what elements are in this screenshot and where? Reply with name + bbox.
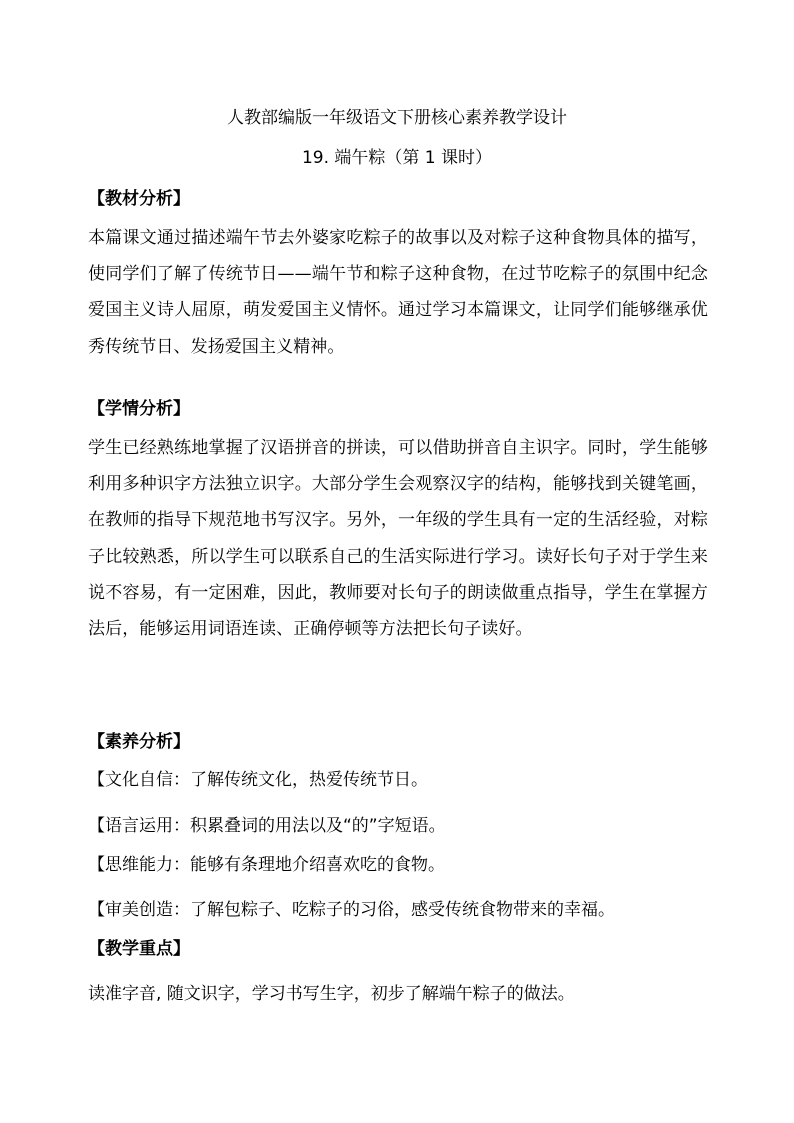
section-heading-competency-analysis: 【素养分析】	[88, 732, 190, 752]
competency-item-language: 【语言运用：积累叠词的用法以及“的”字短语。	[88, 816, 446, 836]
textbook-analysis-paragraph: 本篇课文通过描述端午节去外婆家吃粽子的故事以及对粽子这种食物具体的描写，使同学们了解了传统节日——端午节和粽子这种食物，在过节吃粽子的氛围中纪念爱国主义诗人屈原，萌发爱国主义情怀。通过学习本篇课文，让同学们能够继承优秀传统节日、发扬爱国主义精神。	[88, 228, 708, 357]
document-title: 人教部编版一年级语文下册核心素养教学设计	[227, 108, 567, 128]
section-heading-teaching-focus: 【教学重点】	[88, 939, 190, 959]
teaching-focus-paragraph: 读准字音, 随文识字，学习书写生字，初步了解端午粽子的做法。	[88, 984, 575, 1004]
section-heading-textbook-analysis: 【教材分析】	[88, 189, 190, 209]
section-heading-student-analysis: 【学情分析】	[88, 399, 190, 419]
competency-item-aesthetics: 【审美创造：了解包粽子、吃粽子的习俗，感受传统食物带来的幸福。	[88, 900, 615, 920]
competency-item-thinking: 【思维能力：能够有条理地介绍喜欢吃的食物。	[88, 855, 445, 875]
student-analysis-paragraph: 学生已经熟练地掌握了汉语拼音的拼读，可以借助拼音自主识字。同时，学生能够利用多种识字方法独立识字。大部分学生会观察汉字的结构，能够找到关键笔画，在教师的指导下规范地书写汉字。另外，一年级的学生具有一定的生活经验，对粽子比较熟悉，所以学生可以联系自己的生活实际进行学习。读好长句子对于学生来说不容易，有一定困难，因此，教师要对长句子的朗读做重点指导，学生在掌握方法后，能够运用词语连读、正确停顿等方法把长句子读好。	[88, 438, 708, 640]
lesson-subtitle: 19. 端午粽（第 1 课时）	[301, 148, 493, 168]
competency-item-culture: 【文化自信：了解传统文化，热爱传统节日。	[88, 770, 428, 790]
